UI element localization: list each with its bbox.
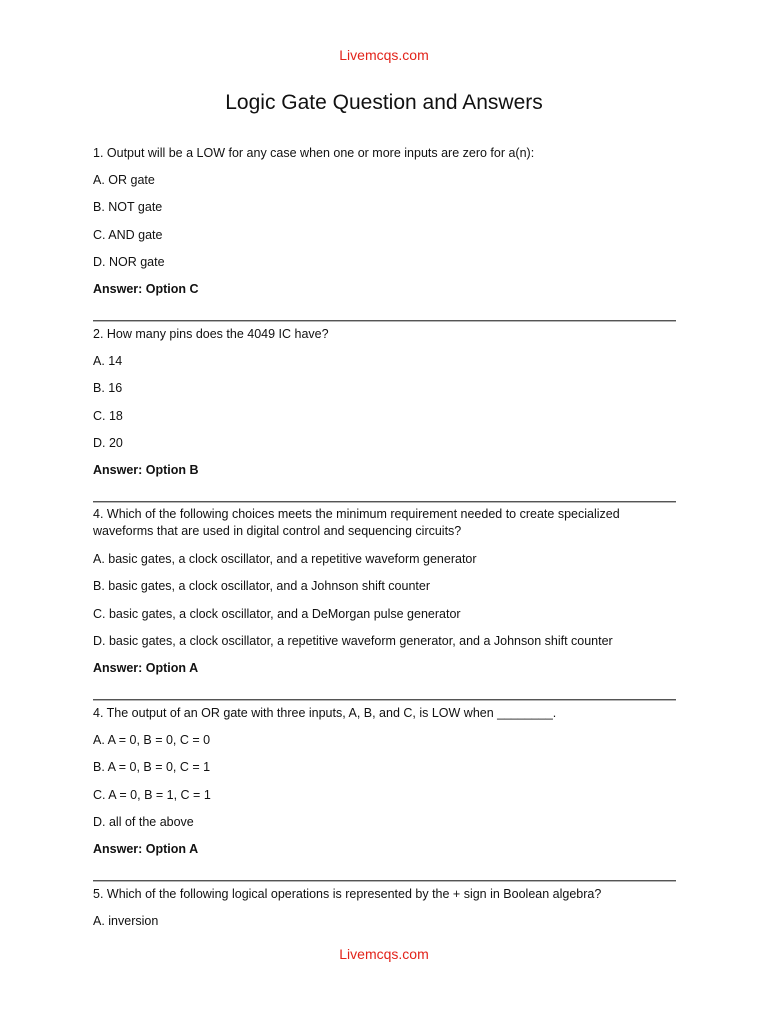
question-2-option-d: D. 20 [93,436,123,450]
question-divider [93,320,676,322]
question-4-option-c: C. A = 0, B = 1, C = 1 [93,788,211,802]
question-3-option-c: C. basic gates, a clock oscillator, and a DeMorgan pulse generator [93,607,461,621]
question-4-option-a: A. A = 0, B = 0, C = 0 [93,733,211,747]
question-5-option-a: A. inversion [93,914,159,928]
question-4-option-b: B. A = 0, B = 0, C = 1 [93,760,211,774]
site-header-link[interactable]: Livemcqs.com [339,47,429,63]
question-3-option-d: D. basic gates, a clock oscillator, a repetitive waveform generator, and a Johnson shift counter [93,634,613,648]
question-divider [93,880,676,882]
question-4-answer: Answer: Option A [93,842,199,856]
question-3-text: 4. Which of the following choices meets the minimum requirement needed to create specialized waveforms that are used in digital control and sequencing circuits? [93,507,620,538]
question-4-option-d: D. all of the above [93,815,194,829]
question-2-option-b: B. 16 [93,381,123,395]
question-1-option-b: B. NOT gate [93,200,163,214]
question-1-answer: Answer: Option C [93,282,199,296]
question-1-option-c: C. AND gate [93,228,163,242]
question-1-option-d: D. NOR gate [93,255,165,269]
question-divider [93,699,676,701]
question-2-text: 2. How many pins does the 4049 IC have? [93,327,329,341]
question-1-option-a: A. OR gate [93,173,155,187]
site-footer-link[interactable]: Livemcqs.com [339,946,429,962]
question-1-text: 1. Output will be a LOW for any case when one or more inputs are zero for a(n): [93,146,535,160]
question-3-option-a: A. basic gates, a clock oscillator, and a repetitive waveform generator [93,552,477,566]
page-title: Logic Gate Question and Answers [225,91,543,114]
question-5-text: 5. Which of the following logical operations is represented by the + sign in Boolean algebra? [93,887,602,901]
question-2-answer: Answer: Option B [93,463,199,477]
question-3-answer: Answer: Option A [93,661,199,675]
question-divider [93,501,676,503]
question-2-option-a: A. 14 [93,354,123,368]
question-2-option-c: C. 18 [93,409,123,423]
question-3-option-b: B. basic gates, a clock oscillator, and a Johnson shift counter [93,579,430,593]
question-4-text: 4. The output of an OR gate with three inputs, A, B, and C, is LOW when ________. [93,706,557,720]
